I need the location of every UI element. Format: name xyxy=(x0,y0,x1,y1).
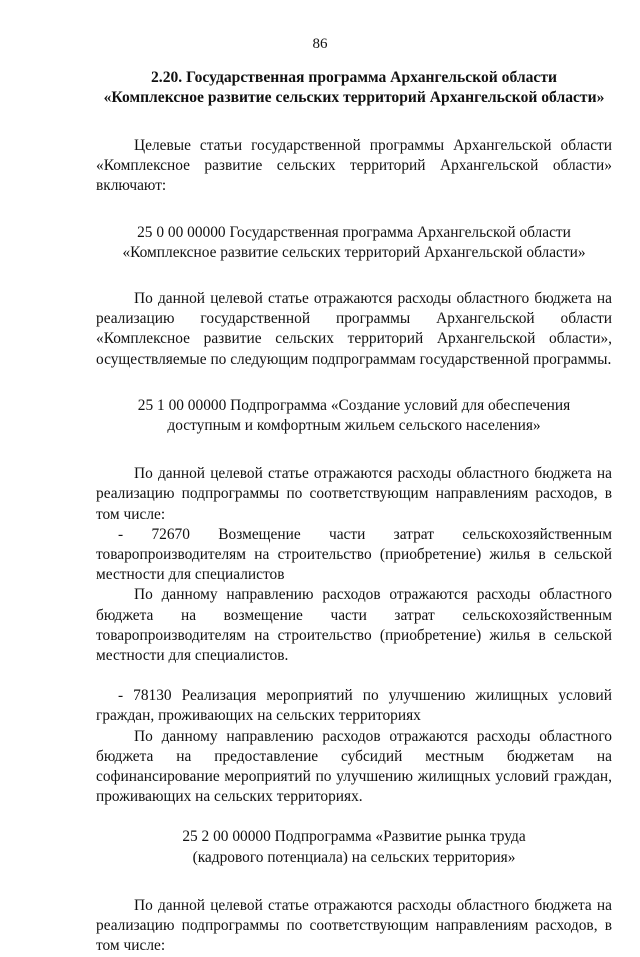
item-72670-title: - 72670 Возмещение части затрат сельскохозяйственным товаропроизводителям на строительство (приобретение) жилья в сельской местности для специалистов xyxy=(96,525,612,584)
program-code-heading xyxy=(96,223,612,263)
section-heading-line2: «Комплексное развитие сельских территорий Архангельской области» xyxy=(103,89,605,106)
section-heading-line1: 2.20. Государственная программа Архангельской области xyxy=(151,69,557,86)
subprogram2-description: По данной целевой статье отражаются расходы областного бюджета на реализацию подпрограммы по соответствующим направлениям расходов, в том числе: xyxy=(96,896,612,955)
item-78130-description: По данному направлению расходов отражаются расходы областного бюджета на предоставление субсидий местным бюджетам на софинансирование мероприятий по улучшению жилищных условий граждан, проживающих на сельских территориях. xyxy=(96,727,612,806)
program-description: По данной целевой статье отражаются расходы областного бюджета на реализацию государственной программы Архангельской области «Комплексное развитие сельских территорий Архангельской области», осуществляемые по следующим подпрограммам государственной программы. xyxy=(96,290,612,368)
program-line1: 25 0 00 00000 Государственная программа Архангельской области xyxy=(137,223,571,241)
page-number: 86 xyxy=(312,36,328,52)
subprogram1-heading xyxy=(96,396,612,436)
document-body xyxy=(96,68,612,957)
program-line2: «Комплексное развитие сельских территорий Архангельской области» xyxy=(122,243,586,261)
subprogram1-line2: доступным и комфортным жильем сельского населения» xyxy=(167,417,541,435)
subprogram1-line1: 25 1 00 00000 Подпрограмма «Создание условий для обеспечения xyxy=(137,396,571,414)
item-78130-title: - 78130 Реализация мероприятий по улучшению жилищных условий граждан, проживающих на сельских территориях xyxy=(96,687,612,725)
section-heading xyxy=(96,68,612,108)
subprogram2-line2: (кадрового потенциала) на сельских территория» xyxy=(192,848,516,866)
subprogram2-line1: 25 2 00 00000 Подпрограмма «Развитие рынка труда xyxy=(182,828,526,846)
item-72670-description: По данному направлению расходов отражаются расходы областного бюджета на возмещение части затрат сельскохозяйственным товаропроизводителям на строительство (приобретение) жилья в сельской местности для специалистов. xyxy=(96,586,612,665)
subprogram1-description: По данной целевой статье отражаются расходы областного бюджета на реализацию подпрограммы по соответствующим направлениям расходов, в том числе: xyxy=(96,465,612,523)
subprogram2-heading xyxy=(96,827,612,867)
intro-paragraph: Целевые статьи государственной программы Архангельской области «Комплексное развитие сельских территорий Архангельской области» включают: xyxy=(96,137,612,195)
